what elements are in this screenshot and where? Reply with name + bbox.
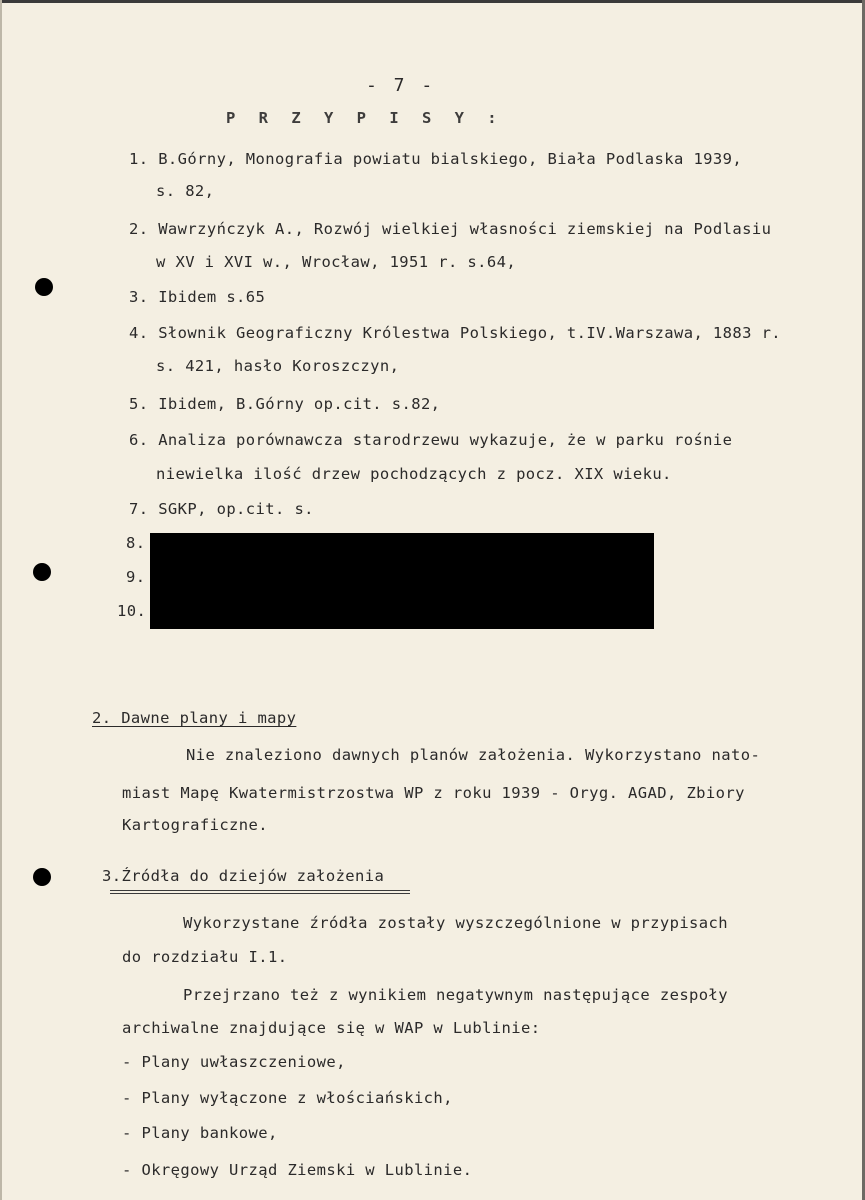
footnote-number: 9. [126, 568, 146, 586]
footnote-number: 10. [117, 602, 147, 620]
footnotes-title: P R Z Y P I S Y : [226, 109, 504, 127]
section-3-line: do rozdziału I.1. [122, 948, 288, 966]
section-2-heading: 2. Dawne plany i mapy [92, 709, 297, 727]
footnote-line: s. 421, hasło Koroszczyn, [156, 357, 400, 375]
section-2-line: miast Mapę Kwatermistrzostwa WP z roku 1939 - Oryg. AGAD, Zbiory [122, 784, 745, 802]
section-3-line: Wykorzystane źródła zostały wyszczególnione w przypisach [183, 914, 728, 932]
section-2-line: Nie znaleziono dawnych planów założenia. Wykorzystano nato- [186, 746, 761, 764]
footnote-line: 2. Wawrzyńczyk A., Rozwój wielkiej własności ziemskiej na Podlasiu [129, 220, 772, 238]
footnote-line: s. 82, [156, 182, 215, 200]
footnote-line: 6. Analiza porównawcza starodrzewu wykazuje, że w parku rośnie [129, 431, 733, 449]
section-3-line: archiwalne znajdujące się w WAP w Lublinie: [122, 1019, 541, 1037]
heading-underline [110, 890, 410, 891]
punch-hole [33, 563, 51, 581]
section-3-line: - Plany wyłączone z włościańskich, [122, 1089, 453, 1107]
heading-underline [110, 893, 410, 894]
footnote-number: 8. [126, 534, 146, 552]
footnote-line: w XV i XVI w., Wrocław, 1951 r. s.64, [156, 253, 517, 271]
section-3-line: - Plany uwłaszczeniowe, [122, 1053, 346, 1071]
section-2-line: Kartograficzne. [122, 816, 268, 834]
punch-hole [33, 868, 51, 886]
footnote-line: 4. Słownik Geograficzny Królestwa Polskiego, t.IV.Warszawa, 1883 r. [129, 324, 782, 342]
page-number: - 7 - [366, 75, 436, 96]
section-3-line: Przejrzano też z wynikiem negatywnym następujące zespoły [183, 986, 728, 1004]
redaction-block [150, 533, 654, 629]
footnote-line: 5. Ibidem, B.Górny op.cit. s.82, [129, 395, 441, 413]
scan-edge-top [0, 0, 865, 3]
footnote-line: 3. Ibidem s.65 [129, 288, 266, 306]
footnote-line: 7. SGKP, op.cit. s. [129, 500, 314, 518]
section-3-line: - Plany bankowe, [122, 1124, 278, 1142]
section-3-line: - Okręgowy Urząd Ziemski w Lublinie. [122, 1161, 473, 1179]
footnote-line: niewielka ilość drzew pochodzących z pocz. XIX wieku. [156, 465, 672, 483]
footnote-line: 1. B.Górny, Monografia powiatu bialskiego, Biała Podlaska 1939, [129, 150, 743, 168]
punch-hole [35, 278, 53, 296]
section-3-heading: 3.Źródła do dziejów założenia [102, 867, 385, 885]
scan-edge-left [0, 0, 2, 1200]
